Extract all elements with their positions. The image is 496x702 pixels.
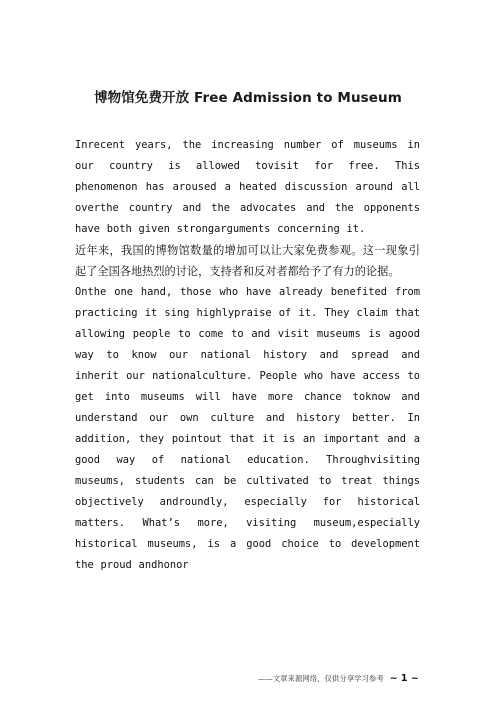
paragraph-supporters-en: Onthe one hand, those who have already benefited from practicing it sing highlypraise of it. They claim that allowing people to come to and visit museums is agood way to know our national history and spread and inherit our nationalculture. People who have access to get into museums will have more chance toknow and understand our own culture and history better. In addition, they pointout that it is an important and a good way of national education. Throughvisiting museums, students can be cultivated to treat things objectively androundly, especially for historical matters. What’s more, visiting museum,especially historical museums, is a good choice to development the proud andhonor: [75, 286, 420, 571]
paragraph-intro-en: Inrecent years, the increasing number of museums in our country is allowed tovisit for free. This phenomenon has aroused a heated discussion around all overthe country and the advocates and the opponents have both given strongarguments concerning it.: [75, 139, 420, 235]
source-note: ——文章来源网络，仅供分享学习参考: [258, 674, 384, 683]
page-footer: [258, 673, 419, 684]
page-number: ~ 1 ~: [389, 673, 419, 684]
document-body: [75, 135, 420, 576]
paragraph-intro-zh: 近年来，我国的博物馆数量的增加可以让大家免费参观。这一现象引起了全国各地热烈的讨论，支持者和反对者都给予了有力的论据。: [75, 244, 420, 278]
document-title: 博物馆免费开放 Free Admission to Museum: [94, 90, 402, 106]
